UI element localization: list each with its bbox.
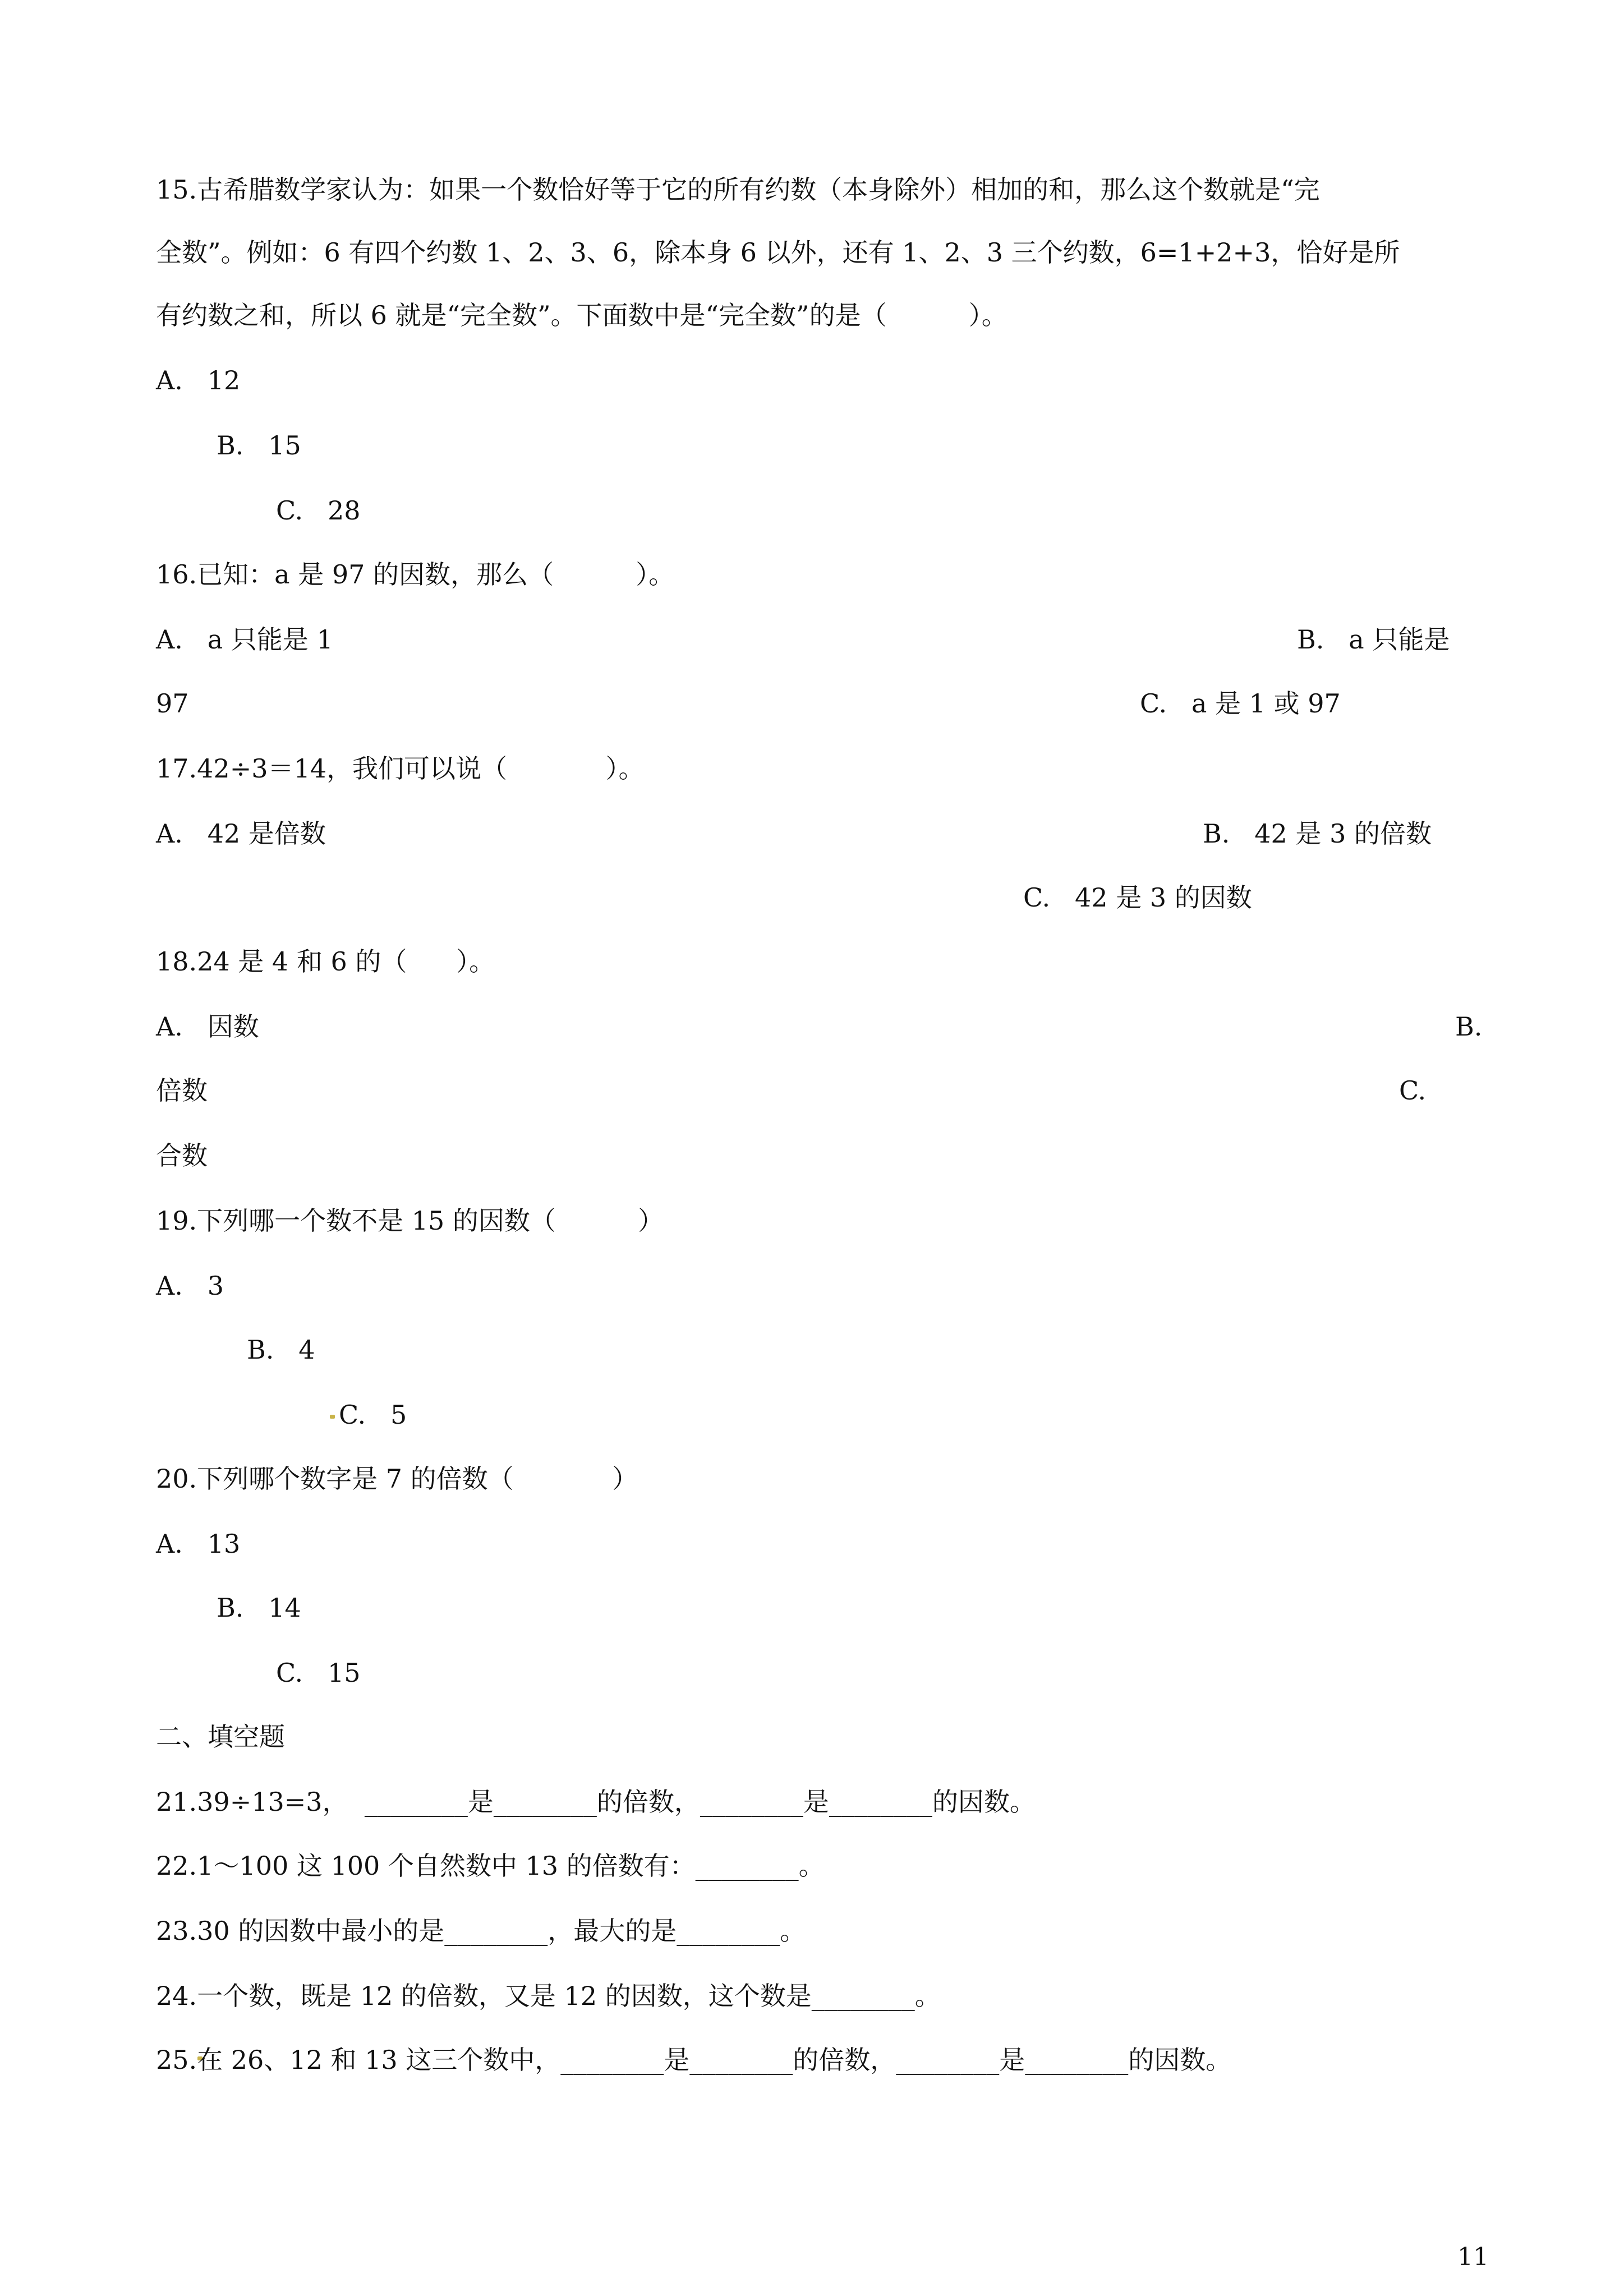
q19-option-b[interactable]: B. 4 — [247, 1335, 315, 1365]
q24-text: 24.一个数，既是 12 的倍数，又是 12 的因数，这个数是________。 — [156, 1981, 941, 2011]
q15-line-1: 15.古希腊数学家认为：如果一个数恰好等于它的所有约数（本身除外）相加的和，那么这个数就是“完 — [156, 174, 1320, 205]
q15-option-c[interactable]: C. 28 — [276, 495, 361, 526]
q19-option-a[interactable]: A. 3 — [156, 1271, 224, 1301]
q20-stem: 20.下列哪个数字是 7 的倍数（ ） — [156, 1464, 638, 1494]
q20-option-b[interactable]: B. 14 — [217, 1593, 301, 1623]
q21-text: 21.39÷13=3， ________是________的倍数，________是________的因数。 — [156, 1787, 1036, 1817]
q15-option-b[interactable]: B. 15 — [217, 430, 301, 461]
q16-stem: 16.已知：a 是 97 的因数，那么（ ）。 — [156, 559, 675, 590]
q16-option-c[interactable]: C. a 是 1 或 97 — [1140, 688, 1341, 719]
q20-option-a[interactable]: A. 13 — [156, 1529, 241, 1559]
q23-text: 23.30 的因数中最小的是________，最大的是________。 — [156, 1916, 806, 1946]
q19-option-c[interactable]: C. 5 — [339, 1400, 407, 1430]
q15-line-2: 全数”。例如：6 有四个约数 1、2、3、6，除本身 6 以外，还有 1、2、3 三个约数，6=1+2+3，恰好是所 — [156, 237, 1400, 268]
section-title: 二、填空题 — [156, 1722, 285, 1752]
q16-option-a[interactable]: A. a 只能是 1 — [156, 624, 333, 655]
q16-option-b[interactable]: B. a 只能是 — [1297, 624, 1450, 655]
q16-option-b-continued: 97 — [156, 688, 189, 719]
q18-option-b-letter[interactable]: B. — [1455, 1011, 1483, 1042]
q18-option-b-text: 倍数 — [156, 1075, 208, 1106]
stray-mark — [330, 1415, 335, 1419]
q15-line-3: 有约数之和，所以 6 就是“完全数”。下面数中是“完全数”的是（ ）。 — [156, 300, 1007, 330]
q18-option-c-letter[interactable]: C. — [1399, 1075, 1427, 1106]
q17-option-b[interactable]: B. 42 是 3 的倍数 — [1203, 818, 1432, 849]
q17-option-c[interactable]: C. 42 是 3 的因数 — [1023, 882, 1252, 913]
q15-option-a[interactable]: A. 12 — [156, 365, 241, 395]
q22-text: 22.1～100 这 100 个自然数中 13 的倍数有：________。 — [156, 1851, 825, 1881]
q18-option-c-text: 合数 — [156, 1140, 208, 1171]
q18-stem: 18.24 是 4 和 6 的（ ）。 — [156, 946, 495, 977]
q20-option-c[interactable]: C. 15 — [276, 1658, 361, 1688]
page-number: 11 — [1457, 2243, 1489, 2271]
q17-option-a[interactable]: A. 42 是倍数 — [156, 818, 326, 849]
q18-option-a[interactable]: A. 因数 — [156, 1011, 259, 1042]
q19-stem: 19.下列哪一个数不是 15 的因数（ ） — [156, 1205, 664, 1236]
q17-stem: 17.42÷3＝14，我们可以说（ ）。 — [156, 753, 645, 784]
q25-text: 25.在 26、12 和 13 这三个数中，________是________的倍数，________是________的因数。 — [156, 2045, 1232, 2075]
